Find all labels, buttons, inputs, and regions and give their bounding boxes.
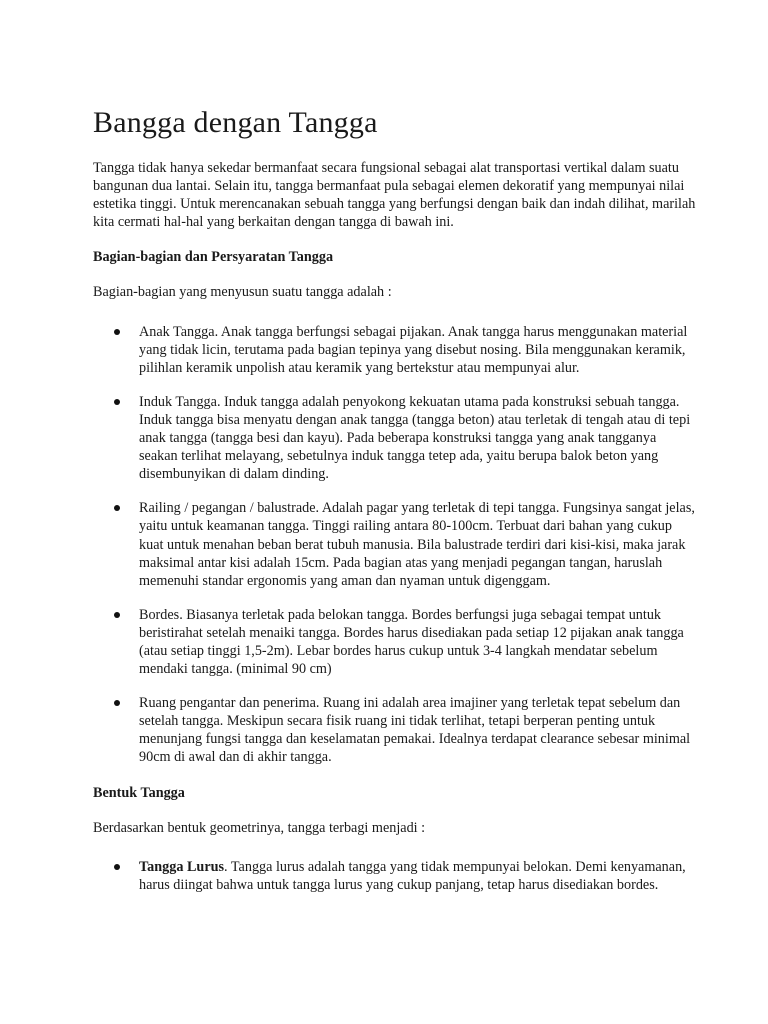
section-heading-shapes: Bentuk Tangga: [93, 784, 185, 801]
list-item: [93, 393, 698, 483]
bullet-icon: [114, 864, 120, 870]
page-title: Bangga dengan Tangga: [93, 106, 378, 139]
list-item-text: Ruang pengantar dan penerima. Ruang ini adalah area imajiner yang terletak tepat sebelum dan setelah tangga. Meskipun secara fisik ruang ini tidak terlihat, tetapi berperan penting untuk menunjang fungsi tangga dan keselamatan pemakai. Idealnya terdapat clearance sebesar minimal 90cm di awal dan di akhir tangga.: [139, 695, 691, 766]
list-item: [93, 323, 698, 377]
parts-list: [93, 323, 698, 767]
intro-paragraph: Tangga tidak hanya sekedar bermanfaat secara fungsional sebagai alat transportasi vertikal dalam suatu bangunan dua lantai. Selain itu, tangga bermanfaat pula sebagai elemen dekoratif yang mempunyai nilai estetika tinggi. Untuk merencanakan sebuah tangga yang berfungsi dengan baik dan indah dilihat, marilah kita cermati hal-hal yang berkaitan dengan tangga di bawah ini.: [93, 160, 696, 231]
list-item-text: Anak Tangga. Anak tangga berfungsi sebagai pijakan. Anak tangga harus menggunakan material yang tidak licin, terutama pada bagian tepinya yang disebut nosing. Bila menggunakan keramik, pilihlan keramik unpolish atau keramik yang bertekstur atau mempunyai alur.: [139, 323, 688, 376]
bullet-icon: [114, 612, 120, 618]
list-item-text: Bordes. Biasanya terletak pada belokan tangga. Bordes berfungsi juga sebagai tempat untuk beristirahat setelah menaiki tangga. Bordes harus disediakan pada setiap 12 pijakan anak tangga (atau setiap tinggi 1,5-2m). Lebar bordes harus cukup untuk 3-4 langkah mendatar sebelum mendaki tangga. (minimal 90 cm): [139, 606, 684, 678]
list-item: [93, 499, 698, 589]
section-lead-parts: Bagian-bagian yang menyusun suatu tangga adalah :: [93, 284, 392, 301]
list-item: [93, 858, 698, 894]
section-heading-parts: Bagian-bagian dan Persyaratan Tangga: [93, 249, 334, 266]
list-item: [93, 606, 698, 678]
bullet-icon: [114, 700, 120, 706]
list-item-text: Induk Tangga. Induk tangga adalah penyokong kekuatan utama pada konstruksi sebuah tangga. Induk tangga bisa menyatu dengan anak tangga (tangga beton) atau terletak di tengah atau di tepi anak tangga (tangga besi dan kayu). Pada beberapa konstruksi tangga yang anak tangganya seakan terlihat melayang, sebetulnya induk tangga tetep ada, yaitu berupa balok beton yang disembunyikan di dalam dinding.: [139, 393, 691, 483]
bullet-icon: [114, 399, 120, 405]
list-item-text: . Tangga lurus adalah tangga yang tidak mempunyai belokan. Demi kenyamanan, harus diingat bahwa untuk tangga lurus yang cukup panjang, tetap harus disediakan bordes.: [139, 858, 686, 893]
section-lead-shapes: Berdasarkan bentuk geometrinya, tangga terbagi menjadi :: [93, 819, 426, 836]
bullet-icon: [114, 329, 120, 335]
list-item-text: Railing / pegangan / balustrade. Adalah pagar yang terletak di tepi tangga. Fungsinya sangat jelas, yaitu untuk keamanan tangga. Tinggi railing antara 80-100cm. Terbuat dari bahan yang cukup kuat untuk menahan beban berat tubuh manusia. Bila balustrade terdiri dari kisi-kisi, maka jarak maksimal antar kisi adalah 15cm. Pada bagian atas yang menjadi pegangan tangan, haruslah memenuhi standar ergonomis yang aman dan nyaman untuk digenggam.: [139, 500, 695, 589]
shapes-list: [93, 858, 698, 894]
bullet-icon: [114, 505, 120, 511]
list-item: [93, 694, 698, 766]
list-item-term: Tangga Lurus: [139, 858, 225, 875]
